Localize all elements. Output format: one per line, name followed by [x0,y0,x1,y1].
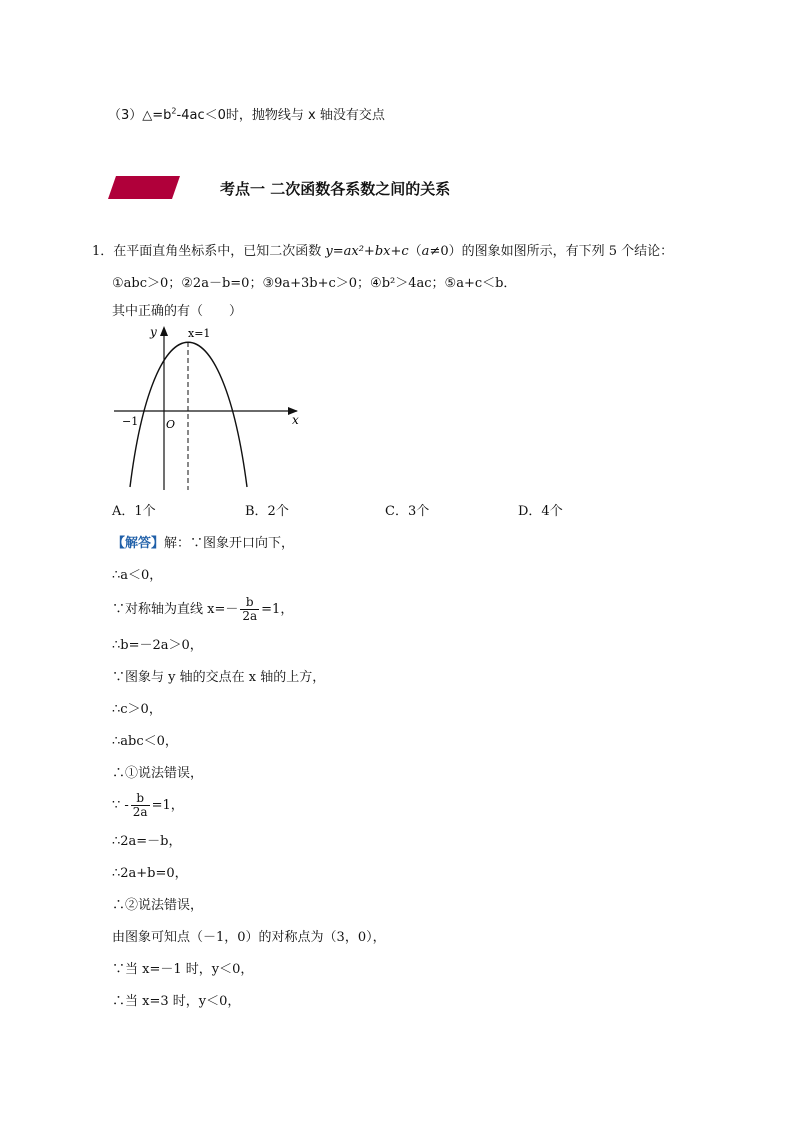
solution-line-9 [112,792,184,819]
fraction-numerator: b [240,596,259,610]
solution-line-2: ∴a＜0， [112,568,163,583]
question-prefix: 1．在平面直角坐标系中，已知二次函数 [92,244,326,259]
symmetry-axis-label: x=1 [188,327,211,340]
fraction [131,792,150,819]
fraction-numerator: b [131,792,150,806]
fraction [240,596,259,623]
question-cond-post: ≠0）的图象如图所示，有下列 5 个结论： [429,244,674,259]
origin-label: O [166,418,176,431]
neg-one-label: −1 [122,415,139,428]
section-title: 考点一 二次函数各系数之间的关系 [220,180,451,198]
solution-text: =1， [151,798,184,813]
solution-text: ∵ - [112,798,129,813]
solution-line-13: 由图象可知点（－1，0）的对称点为（3，0）， [112,930,386,945]
question-statements: ①abc＞0；②2a－b=0；③9a+3b+c＞0；④b²＞4ac；⑤a+c＜b． [112,276,517,291]
fraction-denominator: 2a [242,609,258,623]
solution-line-3 [112,596,293,623]
intro-prefix: （3）△=b [108,108,172,123]
solution-line-11: ∴2a+b=0， [112,866,188,881]
solution-line-1 [112,532,294,551]
solution-line-14: ∵当 x=－1 时，y＜0， [112,962,254,977]
solution-text: 解：∵图象开口向下， [164,536,295,551]
y-axis-label: y [150,325,157,339]
solution-line-15: ∴当 x=3 时，y＜0， [112,994,241,1009]
solution-text: =1， [261,602,294,617]
intro-line [108,104,385,123]
option-a: A．1个 [112,504,156,519]
question-cond-pre: （ [408,244,422,259]
solution-line-6: ∴c＞0， [112,702,162,717]
y-axis-arrow [160,326,168,336]
solution-line-4: ∴b=－2a＞0， [112,638,203,653]
fraction-denominator: 2a [132,805,148,819]
solution-line-10: ∴2a=－b， [112,834,182,849]
question-cond: a [421,244,430,259]
solution-line-12: ∴②说法错误， [112,898,204,913]
solution-line-8: ∴①说法错误， [112,766,204,781]
solution-line-7: ∴abc＜0， [112,734,178,749]
option-d: D．4个 [518,504,563,519]
section-banner [108,176,180,199]
intro-sup: 2 [171,106,177,116]
question-ask: 其中正确的有（ ） [112,304,243,319]
solution-text: ∵对称轴为直线 x=－ [112,602,239,617]
solution-tag: 【解答】 [112,536,165,551]
x-axis-label: x [292,413,299,427]
option-c: C．3个 [385,504,430,519]
parabola-graph [112,322,307,492]
intro-suffix: -4ac＜0时，抛物线与 x 轴没有交点 [176,108,385,123]
question-formula: y=ax²+bx+c [325,244,409,259]
question-line-1 [92,240,673,259]
solution-line-5: ∵图象与 y 轴的交点在 x 轴的上方， [112,670,326,685]
option-b: B．2个 [245,504,289,519]
